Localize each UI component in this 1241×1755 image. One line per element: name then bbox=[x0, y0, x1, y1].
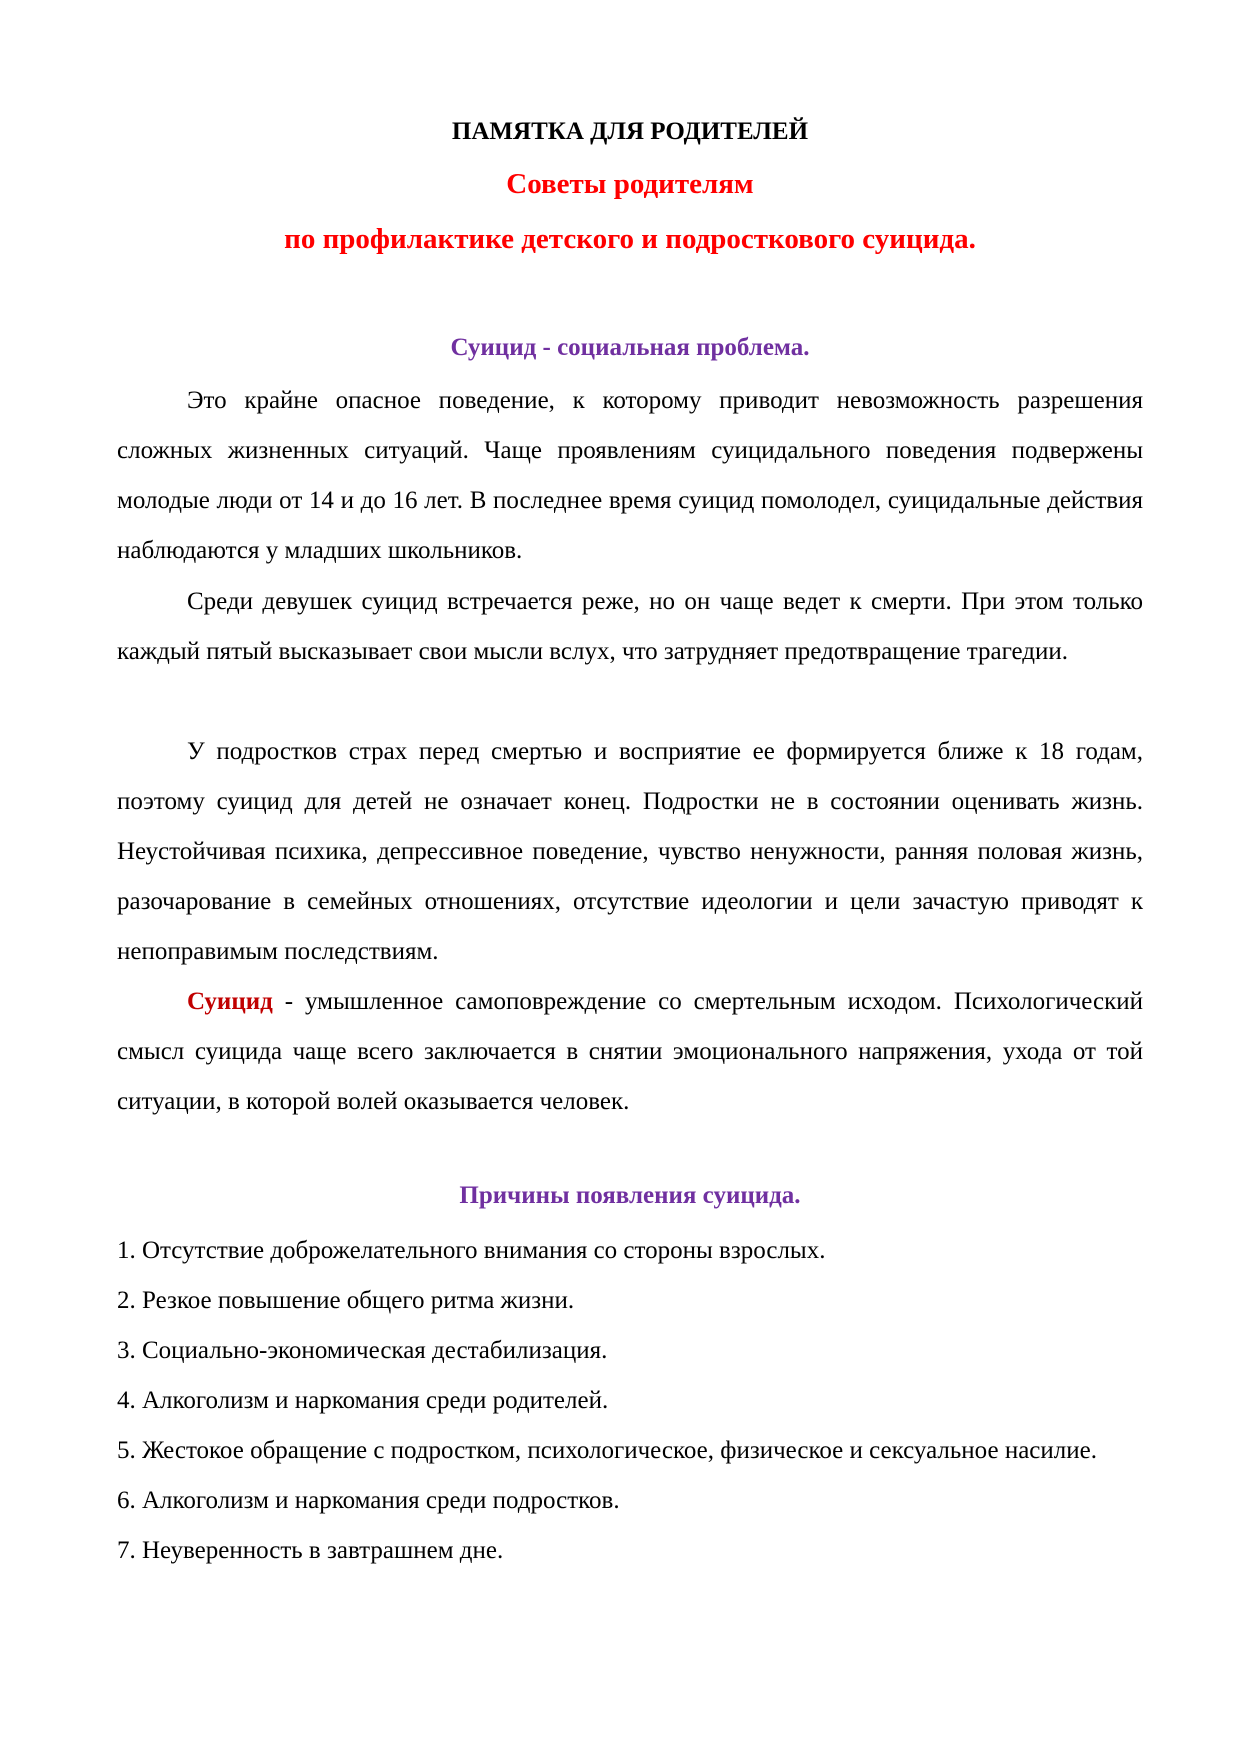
definition-paragraph bbox=[117, 977, 1143, 1127]
list-item: 1. Отсутствие доброжелательного внимания со стороны взрослых. bbox=[117, 1237, 826, 1264]
section-heading-causes: Причины появления суицида. bbox=[459, 1182, 801, 1209]
document-title: ПАМЯТКА ДЛЯ РОДИТЕЛЕЙ bbox=[451, 118, 809, 145]
document-subtitle-line2: по профилактике детского и подросткового суицида. bbox=[284, 223, 976, 255]
list-item: 2. Резкое повышение общего ритма жизни. bbox=[117, 1287, 575, 1314]
causes-list bbox=[117, 1226, 1143, 1576]
paragraph: Среди девушек суицид встречается реже, но он чаще ведет к смерти. При этом только каждый пятый высказывает свои мысли вслух, что затрудняет предотвращение трагедии. bbox=[117, 588, 1143, 665]
paragraph: Это крайне опасное поведение, к которому приводит невозможность разрешения сложных жизненных ситуаций. Чаще проявлениям суицидального поведения подвержены молодые люди от 14 и до 16 лет. В последнее время суицид помолодел, суицидальные действия наблюдаются у младших школьников. bbox=[117, 387, 1143, 564]
list-item: 3. Социально-экономическая дестабилизация. bbox=[117, 1337, 608, 1364]
definition-term: Суицид bbox=[187, 988, 273, 1015]
paragraph: У подростков страх перед смертью и восприятие ее формируется ближе к 18 годам, поэтому суицид для детей не означает конец. Подростки не в состоянии оценивать жизнь. Неустойчивая психика, депрессивное поведение, чувство ненужности, ранняя половая жизнь, разочарование в семейных отношениях, отсутствие идеологии и цели зачастую приводят к непоправимым последствиям. bbox=[117, 738, 1143, 965]
document-subtitle-line1: Советы родителям bbox=[506, 168, 754, 200]
definition-text: - умышленное самоповреждение со смертельным исходом. Психологический смысл суицида чаще всего заключается в снятии эмоционального напряжения, ухода от той ситуации, в которой волей оказывается человек. bbox=[117, 988, 1143, 1115]
list-item: 5. Жестокое обращение с подростком, психологическое, физическое и сексуальное насилие. bbox=[117, 1437, 1097, 1464]
list-item: 7. Неуверенность в завтрашнем дне. bbox=[117, 1537, 504, 1564]
list-item: 6. Алкоголизм и наркомания среди подростков. bbox=[117, 1487, 620, 1514]
list-item: 4. Алкоголизм и наркомания среди родителей. bbox=[117, 1387, 609, 1414]
section-heading-social-problem: Суицид - социальная проблема. bbox=[450, 334, 810, 361]
